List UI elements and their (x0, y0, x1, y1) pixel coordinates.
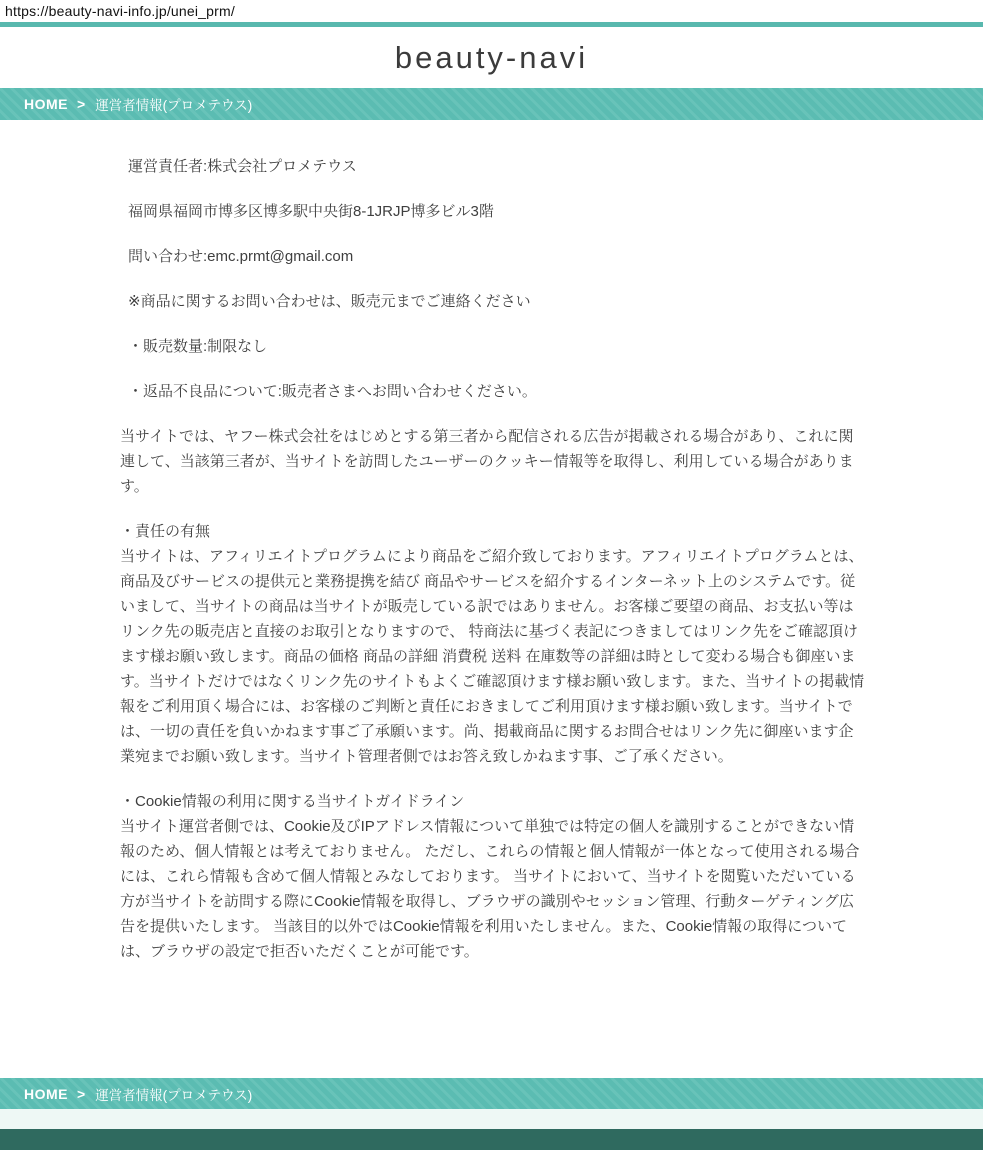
site-header (0, 27, 983, 88)
cookie-guideline-body: 当サイト運営者側では、Cookie及びIPアドレス情報について単独では特定の個人を識別することができない情報のため、個人情報とは考えておりません。 ただし、これらの情報と個人情報が一体となって使用される場合には、これら情報も含めて個人情報とみなしております。 当サイトにおいて、当サイトを閲覧いただいている方が当サイトを訪問する際にCookie情報を取得し、ブラウザの識別やセッション管理、行動ターゲティング広告を提供いたします。 当該目的以外ではCookie情報を利用いたしません。また、Cookie情報の取得については、ブラウザの設定で拒否いただくことが可能です。 (120, 818, 860, 960)
address-line: 福岡県福岡市博多区博多駅中央街8-1JRJP博多ビル3階 (128, 203, 494, 220)
contact-email-line: 問い合わせ:emc.prmt@gmail.com (128, 248, 354, 265)
responsibility-heading: ・責任の有無 (120, 523, 211, 540)
operator-line: 運営責任者:株式会社プロメテウス (128, 158, 357, 175)
breadcrumb-separator: > (77, 1085, 86, 1102)
responsibility-paragraph (120, 519, 865, 769)
returns-line: ・返品不良品について:販売者さまへお問い合わせください。 (128, 383, 537, 400)
breadcrumb-bottom (0, 1078, 983, 1109)
breadcrumb-home-link[interactable]: HOME (24, 96, 68, 112)
main-content (0, 120, 983, 1078)
url-text: https://beauty-navi-info.jp/unei_prm/ (5, 3, 235, 19)
breadcrumb-home-link[interactable]: HOME (24, 1085, 68, 1102)
site-title[interactable]: beauty-navi (394, 39, 589, 75)
breadcrumb-current-page: 運営者情報(プロメテウス) (95, 98, 253, 113)
cookie-guideline-paragraph (120, 789, 865, 964)
pre-footer-strip (0, 1109, 983, 1129)
responsibility-body: 当サイトは、アフィリエイトプログラムにより商品をご紹介致しております。アフィリエイトプログラムとは、商品及びサービスの提供元と業務提携を結び 商品やサービスを紹介するインターネット上のシステムです。従いまして、当サイトの商品は当サイトが販売している訳ではありません。お客様ご要望の商品、お支払い等はリンク先の販売店と直接のお取引となりますので、 特商法に基づく表記につきましてはリンク先をご確認頂けます様お願い致します。商品の価格 商品の詳細 消費税 送料 在庫数等の詳細は時として変わる場合も御座います。当サイトだけではなくリンク先のサイトもよくご確認頂けます様お願い致します。また、当サイトの掲載情報をご利用頂く場合には、お客様のご判断と責任におきましてご利用頂けます様お願い致します。当サイトでは、一切の責任を負いかねます事ご了承願います。尚、掲載商品に関するお問合せはリンク先に御座います企業宛までお願い致します。当サイト管理者側ではお答え致しかねます事、ご了承ください。 (120, 548, 865, 765)
cookie-guideline-heading: ・Cookie情報の利用に関する当サイトガイドライン (120, 793, 465, 810)
breadcrumb-top (0, 88, 983, 120)
third-party-ads-paragraph: 当サイトでは、ヤフー株式会社をはじめとする第三者から配信される広告が掲載される場合があり、これに関連して、当該第三者が、当サイトを訪問したユーザーのクッキー情報等を取得し、利用している場合があります。 (120, 428, 854, 495)
breadcrumb-separator: > (77, 96, 86, 112)
operator-info-block (120, 154, 865, 404)
breadcrumb-current-page: 運営者情報(プロメテウス) (95, 1087, 253, 1103)
page-footer (0, 1129, 983, 1150)
product-inquiry-note: ※商品に関するお問い合わせは、販売元までご連絡ください (128, 293, 531, 310)
sales-quantity-line: ・販売数量:制限なし (128, 338, 268, 355)
